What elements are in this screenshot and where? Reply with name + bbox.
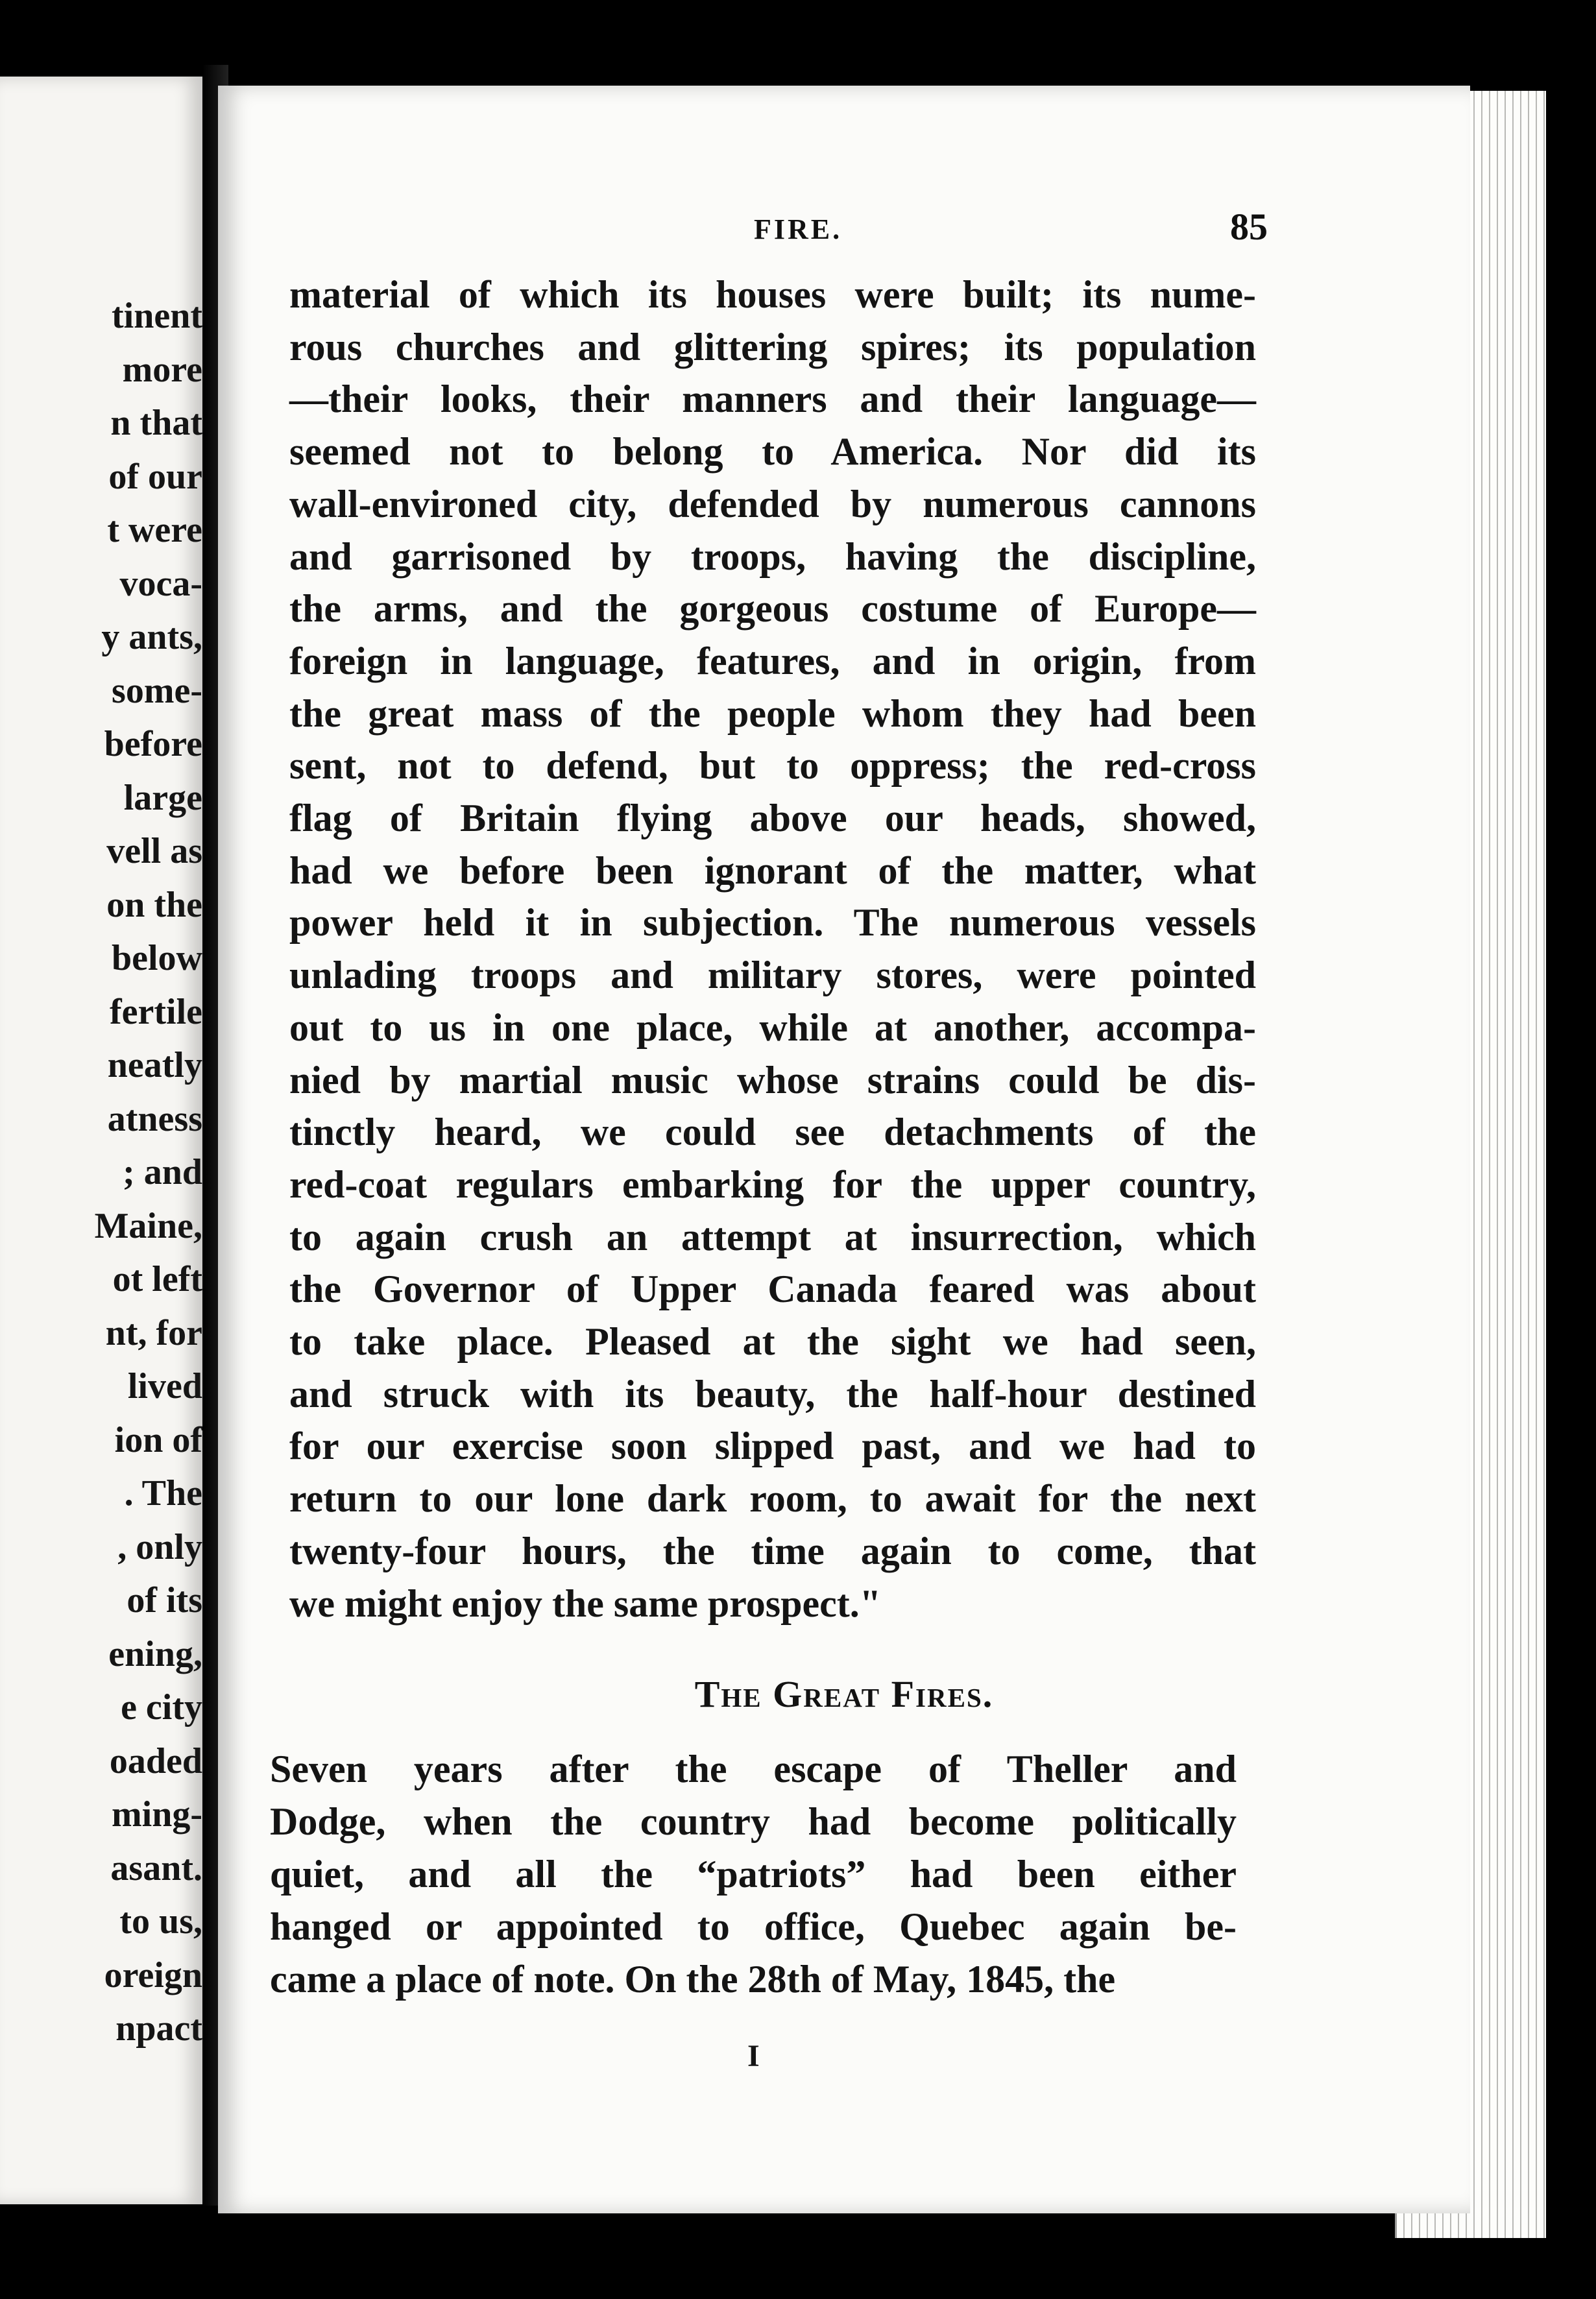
- previous-page-line: vell as: [106, 831, 202, 871]
- previous-page-line: Maine,: [94, 1205, 202, 1246]
- previous-page-line: ion of: [114, 1419, 202, 1460]
- text-line: material of which its houses were built; its nume-: [289, 273, 1256, 316]
- previous-page: [0, 77, 205, 2204]
- text-line: to take place. Pleased at the sight we had seen,: [289, 1320, 1256, 1364]
- text-line: quiet, and all the “patriots” had been either: [270, 1853, 1237, 1896]
- previous-page-line: to us,: [119, 1901, 202, 1942]
- text-line: out to us in one place, while at another, accompa-: [289, 1005, 1256, 1049]
- text-line: —their looks, their manners and their language—: [289, 378, 1256, 421]
- section-title: The Great Fires.: [694, 1673, 994, 1715]
- text-line: tinctly heard, we could see detachments of the: [289, 1111, 1256, 1154]
- previous-page-line: y ants,: [101, 617, 202, 657]
- running-head-title: FIRE.: [754, 213, 843, 245]
- text-line: rous churches and glittering spires; its population: [289, 325, 1256, 368]
- paragraph-1: [289, 269, 1256, 1630]
- previous-page-line: nt, for: [105, 1312, 202, 1353]
- text-line: the Governor of Upper Canada feared was about: [289, 1268, 1256, 1311]
- text-line: came a place of note. On the 28th of May, 1845, the: [270, 1958, 1116, 2001]
- text-line: twenty-four hours, the time again to come, that: [289, 1529, 1256, 1572]
- previous-page-line: , only: [117, 1526, 202, 1567]
- previous-page-line: ming-: [112, 1794, 202, 1835]
- text-line: had we before been ignorant of the matter, what: [289, 849, 1256, 892]
- previous-page-line: voca-: [119, 563, 202, 604]
- signature-mark: I: [747, 2039, 760, 2073]
- text-line: sent, not to defend, but to oppress; the red-cross: [289, 744, 1256, 788]
- previous-page-line: lived: [127, 1366, 202, 1406]
- page-number: 85: [1230, 206, 1268, 248]
- text-line: for our exercise soon slipped past, and we had to: [289, 1425, 1256, 1468]
- previous-page-line: n that: [110, 403, 202, 443]
- previous-page-line: . The: [124, 1473, 202, 1513]
- previous-page-line: asant.: [110, 1848, 202, 1888]
- text-line: red-coat regulars embarking for the upper country,: [289, 1162, 1256, 1206]
- previous-page-line: below: [112, 938, 202, 978]
- text-line: and garrisoned by troops, having the discipline,: [289, 535, 1256, 578]
- previous-page-line: of our: [108, 456, 202, 497]
- previous-page-line: t were: [107, 510, 202, 550]
- previous-page-line: before: [104, 724, 202, 764]
- previous-page-line: of its: [127, 1580, 202, 1620]
- current-page: [218, 86, 1470, 2213]
- text-line: Seven years after the escape of Theller and: [270, 1748, 1237, 1790]
- text-line: seemed not to belong to America. Nor did its: [289, 430, 1256, 474]
- text-line: power held it in subjection. The numerous vessels: [289, 901, 1256, 945]
- text-line: the great mass of the people whom they had been: [289, 692, 1256, 735]
- previous-page-line: oaded: [109, 1740, 202, 1781]
- text-line: and struck with its beauty, the half-hour destined: [289, 1372, 1256, 1415]
- text-line: foreign in language, features, and in origin, from: [289, 639, 1256, 682]
- text-line: flag of Britain flying above our heads, showed,: [289, 797, 1256, 840]
- previous-page-line: ot left: [112, 1259, 202, 1299]
- previous-page-line: tinent: [112, 296, 202, 336]
- text-line: we might enjoy the same prospect.": [289, 1582, 882, 1625]
- text-line: the arms, and the gorgeous costume of Europe—: [289, 587, 1256, 631]
- previous-page-line: more: [122, 349, 202, 390]
- text-line: Dodge, when the country had become politically: [270, 1800, 1237, 1843]
- text-line: to again crush an attempt at insurrection, which: [289, 1215, 1256, 1258]
- text-line: wall-environed city, defended by numerous cannons: [289, 482, 1256, 525]
- previous-page-line: npact: [115, 2008, 202, 2049]
- previous-page-text: [0, 289, 202, 2056]
- text-line: return to our lone dark room, to await for the next: [289, 1477, 1256, 1521]
- previous-page-line: ening,: [108, 1633, 202, 1674]
- text-line: hanged or appointed to office, Quebec again be-: [270, 1905, 1237, 1948]
- previous-page-line: ; and: [123, 1152, 202, 1192]
- paragraph-2: [270, 1743, 1237, 2006]
- previous-page-line: atness: [107, 1098, 202, 1139]
- text-line: unlading troops and military stores, were pointed: [289, 954, 1256, 997]
- previous-page-line: e city: [121, 1687, 202, 1727]
- previous-page-line: oreign: [104, 1955, 202, 1995]
- running-head: [218, 202, 1470, 248]
- previous-page-line: large: [123, 777, 202, 818]
- previous-page-line: fertile: [110, 991, 202, 1032]
- previous-page-line: neatly: [107, 1045, 202, 1085]
- text-line: nied by martial music whose strains could be dis-: [289, 1058, 1256, 1101]
- previous-page-line: on the: [106, 884, 202, 925]
- previous-page-line: some-: [112, 670, 202, 711]
